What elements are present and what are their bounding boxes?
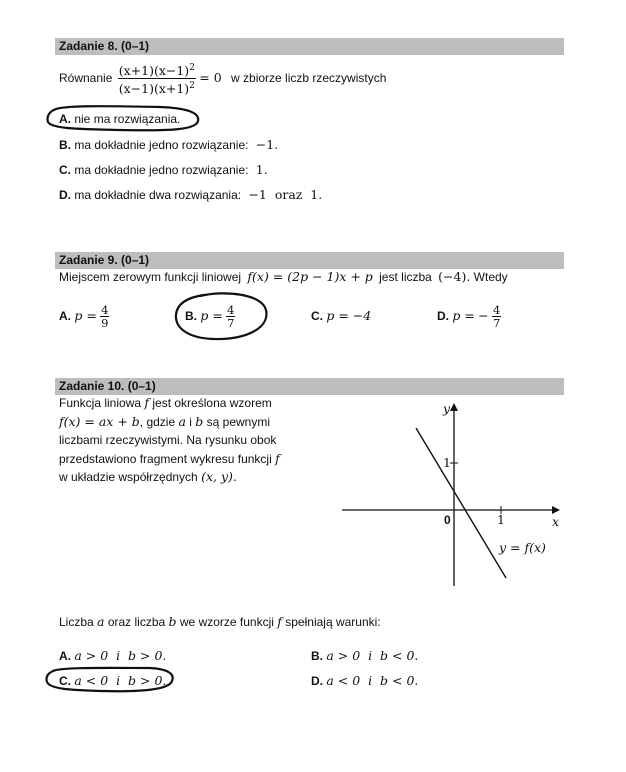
task8-eq-den-exp: 2: [189, 81, 195, 92]
origin-label: 0: [444, 513, 451, 527]
task8-option-c[interactable]: C. ma dokładnie jedno rozwiązanie: 1.: [59, 162, 268, 177]
task9-option-a[interactable]: A. p = $\frac{4}{9}$: [59, 303, 109, 331]
task9-option-b-fraction: $\frac{4}{7}$: [227, 303, 235, 331]
task9-formula: f(x) = (2p − 1)x + p: [247, 269, 373, 284]
task8-option-b[interactable]: B. ma dokładnie jedno rozwiązanie: −1.: [59, 137, 279, 152]
task8-option-d-value: −1 oraz 1.: [248, 187, 323, 202]
task10-question: Liczba a oraz liczba b we wzorze funkcji f spełniają warunki:: [59, 614, 381, 629]
task9-option-d[interactable]: D. p = − $\frac{4}{7}$: [437, 303, 501, 331]
task10-answer-circle: [46, 668, 172, 691]
task8-option-a[interactable]: A. nie ma rozwiązania.: [59, 112, 181, 126]
task9-number: (−4).: [438, 269, 471, 284]
task8-option-d[interactable]: D. ma dokładnie dwa rozwiązania: −1 oraz 1.: [59, 187, 323, 202]
task8-eq-denominator: (x−1)(x+1): [118, 81, 190, 97]
function-line-label: y = f(x): [499, 540, 546, 555]
x-axis-label: x: [552, 514, 560, 529]
task10-option-a[interactable]: A. a > 0 i b > 0.: [59, 648, 167, 663]
y-axis-label: y: [443, 401, 451, 416]
task9-option-d-sign: −: [478, 308, 489, 323]
task8-eq-num-exp: 2: [189, 63, 195, 74]
task10-option-d[interactable]: D. a < 0 i b < 0.: [311, 673, 419, 688]
task10-header: Zadanie 10. (0–1): [55, 378, 564, 395]
task8-option-b-value: −1.: [255, 137, 279, 152]
task8-prompt-suffix: w zbiorze liczb rzeczywistych: [231, 71, 387, 85]
task9-option-b[interactable]: B. p = $\frac{4}{7}$: [185, 303, 235, 331]
task10-option-b[interactable]: B. a > 0 i b < 0.: [311, 648, 419, 663]
task8-option-d-text: ma dokładnie dwa rozwiązania:: [74, 188, 242, 202]
task8-eq-numerator: (x+1)(x−1): [118, 63, 190, 79]
task8-eq-rhs: = 0: [199, 70, 222, 85]
task9-prompt-mid: jest liczba: [379, 270, 432, 284]
task8-option-b-text: ma dokładnie jedno rozwiązanie:: [74, 138, 249, 152]
task9-answer-circle: [176, 293, 266, 339]
task8-option-a-text: nie ma rozwiązania.: [74, 112, 181, 126]
task10-option-c[interactable]: C. a < 0 i b > 0.: [59, 673, 167, 688]
task8-answer-circle: [47, 106, 198, 130]
task9-option-d-fraction: $\frac{4}{7}$: [492, 303, 501, 331]
task8-option-c-text: ma dokładnie jedno rozwiązanie:: [74, 163, 249, 177]
task9-option-c[interactable]: C. p = −4: [311, 308, 372, 323]
task8-header: Zadanie 8. (0–1): [55, 38, 564, 55]
task9-header: Zadanie 9. (0–1): [55, 252, 564, 269]
task9-option-a-fraction: $\frac{4}{9}$: [101, 303, 109, 331]
task9-prompt-suffix: Wtedy: [473, 270, 508, 284]
task9-prompt-prefix: Miejscem zerowym funkcji liniowej: [59, 270, 242, 284]
y-tick-label: 1: [443, 455, 451, 470]
task10-description: Funkcja liniowa f jest określona wzorem f(x) = ax + b, gdzie a i b są pewnymi liczbami rzeczywistymi. Na rysunku obok przedstawiono fragment wykresu funkcji f w układzie współrzędnych (x, y).: [59, 395, 280, 484]
x-tick-label: 1: [497, 512, 505, 527]
task8-prompt-prefix: Równanie: [59, 71, 113, 85]
task8-option-c-value: 1.: [255, 162, 268, 177]
